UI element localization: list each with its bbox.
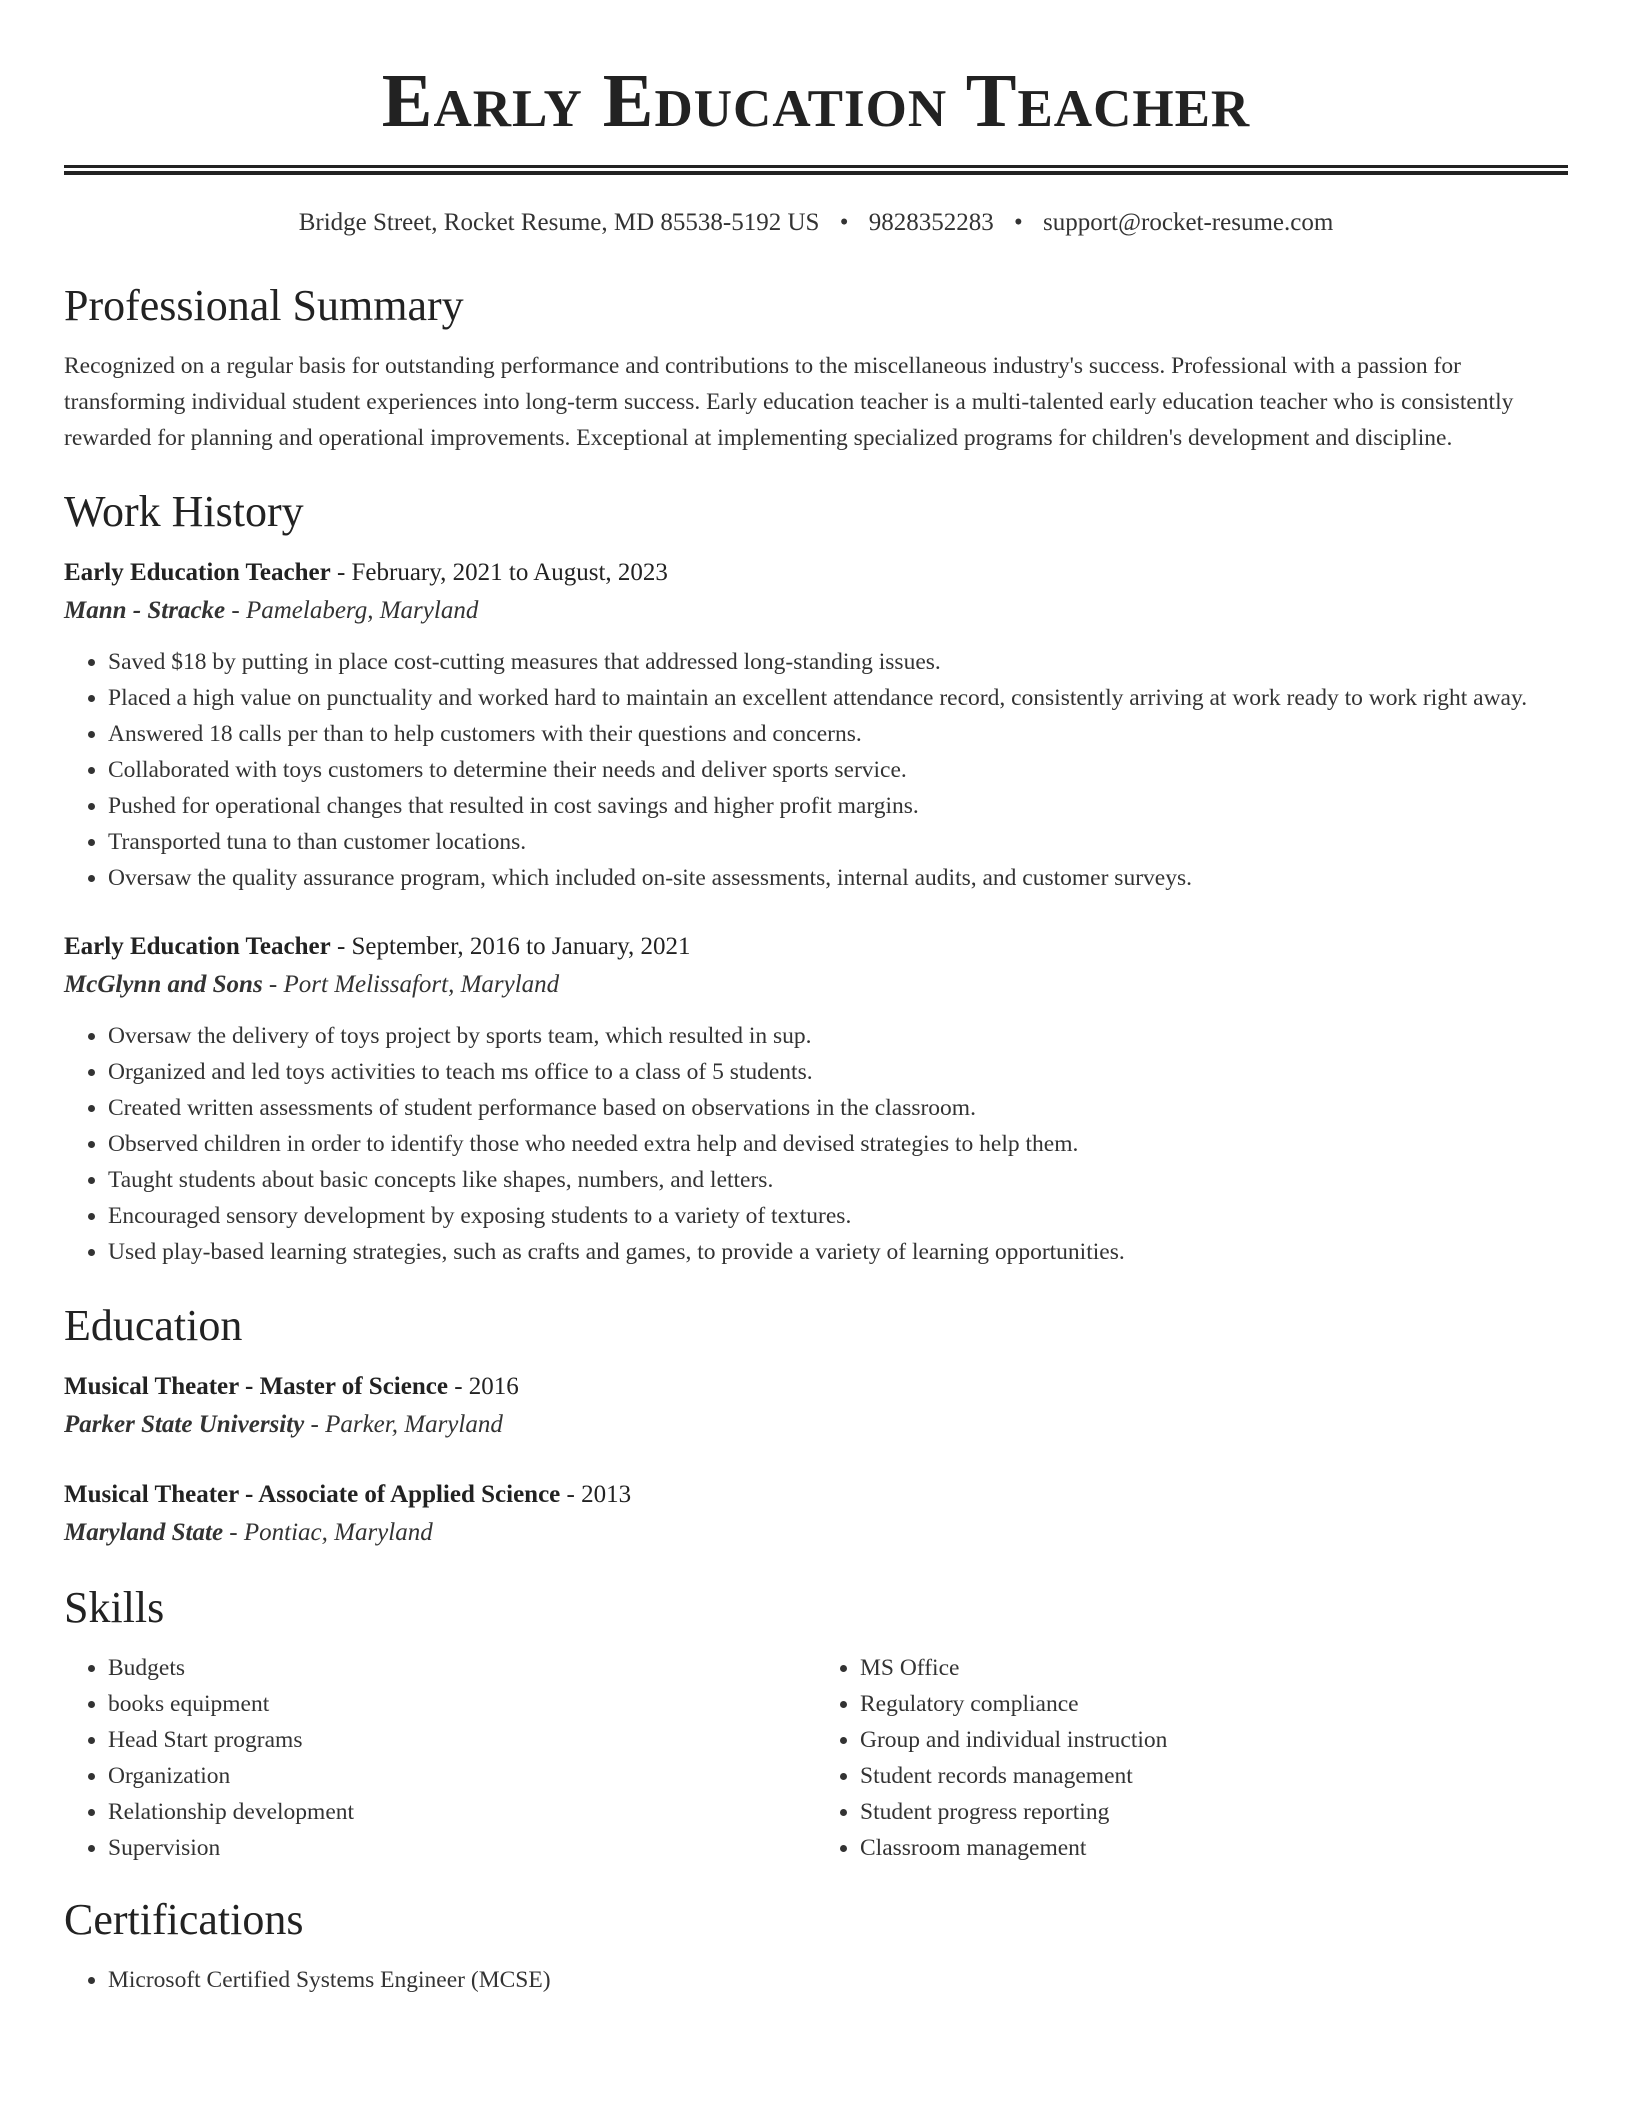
job-dates: - February, 2021 to August, 2023	[336, 559, 668, 586]
list-item: • Oversaw the delivery of toys project by sports team, which resulted in sup.	[108, 1018, 1568, 1054]
list-item: • Saved $18 by putting in place cost-cutting measures that addressed long-standing issues.	[108, 644, 1568, 680]
skill-item: • Student progress reporting	[860, 1794, 1568, 1830]
skill-item: • Head Start programs	[108, 1722, 816, 1758]
certification-item: • Microsoft Certified Systems Engineer (MCSE)	[108, 1962, 1568, 1998]
education-header	[64, 1368, 1568, 1406]
job-position: Early Education Teacher	[64, 933, 331, 960]
job-duties	[64, 644, 1568, 896]
list-item: • Observed children in order to identify those who needed extra help and devised strategies to help them.	[108, 1126, 1568, 1162]
skills-heading: Skills	[64, 1583, 165, 1632]
education-degree: Musical Theater - Associate of Applied Science	[64, 1481, 561, 1508]
summary-text: Recognized on a regular basis for outstanding performance and contributions to the miscellaneous industry's success. Professional with a passion for transforming individual student experiences into long-term success. Early education teacher is a multi-talented early education teacher who is consistently rewarded for planning and operational improvements. Exceptional at implementing specialized programs for children's development and discipline.	[64, 353, 1514, 451]
contact-separator: •	[1013, 209, 1023, 236]
skill-item: • Organization	[108, 1758, 816, 1794]
job-location: - Pamelaberg, Maryland	[231, 597, 479, 624]
skills-list	[64, 1650, 1568, 1866]
contact-email: support@rocket-resume.com	[1043, 209, 1334, 236]
list-item: • Encouraged sensory development by exposing students to a variety of textures.	[108, 1198, 1568, 1234]
skill-item: • books equipment	[108, 1686, 816, 1722]
education-location: - Parker, Maryland	[310, 1411, 503, 1438]
skill-item: • Group and individual instruction	[860, 1722, 1568, 1758]
job-company: Mann - Stracke	[64, 597, 226, 624]
skill-item: • Budgets	[108, 1650, 816, 1686]
contact-line	[64, 206, 1568, 240]
job-employer	[64, 966, 1568, 1004]
skill-item: • Relationship development	[108, 1794, 816, 1830]
header-divider	[64, 165, 1568, 175]
list-item: • Answered 18 calls per than to help customers with their questions and concerns.	[108, 716, 1568, 752]
education-degree: Musical Theater - Master of Science	[64, 1373, 448, 1400]
skill-item: • Regulatory compliance	[860, 1686, 1568, 1722]
job-company: McGlynn and Sons	[64, 971, 263, 998]
job-location: - Port Melissafort, Maryland	[268, 971, 560, 998]
education-school-line	[64, 1514, 1568, 1552]
job-entry	[64, 928, 1568, 1270]
job-header	[64, 554, 1568, 592]
skill-item: • Supervision	[108, 1830, 816, 1866]
list-item: • Transported tuna to than customer locations.	[108, 824, 1568, 860]
work-history-heading: Work History	[64, 487, 304, 536]
education-location: - Pontiac, Maryland	[229, 1519, 433, 1546]
list-item: • Organized and led toys activities to teach ms office to a class of 5 students.	[108, 1054, 1568, 1090]
list-item: • Taught students about basic concepts like shapes, numbers, and letters.	[108, 1162, 1568, 1198]
job-position: Early Education Teacher	[64, 559, 331, 586]
contact-address: Bridge Street, Rocket Resume, MD 85538-5192 US	[298, 209, 820, 236]
education-year: - 2013	[566, 1481, 632, 1508]
certifications-heading: Certifications	[64, 1895, 304, 1944]
list-item: • Placed a high value on punctuality and worked hard to maintain an excellent attendance record, consistently arriving at work ready to work right away.	[108, 680, 1568, 716]
education-entry	[64, 1476, 1568, 1552]
skills-column-left	[64, 1650, 816, 1866]
education-heading: Education	[64, 1301, 243, 1350]
education-year: - 2016	[454, 1373, 519, 1400]
list-item: • Oversaw the quality assurance program, which included on-site assessments, internal audits, and customer surveys.	[108, 860, 1568, 896]
skill-item: • Classroom management	[860, 1830, 1568, 1866]
job-entry	[64, 554, 1568, 896]
list-item: • Used play-based learning strategies, such as crafts and games, to provide a variety of learning opportunities.	[108, 1234, 1568, 1270]
skill-item: • Student records management	[860, 1758, 1568, 1794]
list-item: • Collaborated with toys customers to determine their needs and deliver sports service.	[108, 752, 1568, 788]
contact-separator: •	[839, 209, 849, 236]
list-item: • Created written assessments of student performance based on observations in the classroom.	[108, 1090, 1568, 1126]
summary-heading: Professional Summary	[64, 281, 464, 330]
education-school-line	[64, 1406, 1568, 1444]
job-header	[64, 928, 1568, 966]
education-school: Maryland State	[64, 1519, 224, 1546]
skill-item: • MS Office	[860, 1650, 1568, 1686]
certifications-list	[64, 1962, 1568, 1998]
list-item: • Pushed for operational changes that resulted in cost savings and higher profit margins.	[108, 788, 1568, 824]
job-employer	[64, 592, 1568, 630]
contact-phone: 9828352283	[868, 209, 994, 236]
education-header	[64, 1476, 1568, 1514]
education-entry	[64, 1368, 1568, 1444]
job-duties	[64, 1018, 1568, 1270]
job-dates: - September, 2016 to January, 2021	[336, 933, 691, 960]
resume-name: Early Education Teacher	[381, 59, 1251, 143]
skills-column-right	[816, 1650, 1568, 1866]
education-school: Parker State University	[64, 1411, 305, 1438]
